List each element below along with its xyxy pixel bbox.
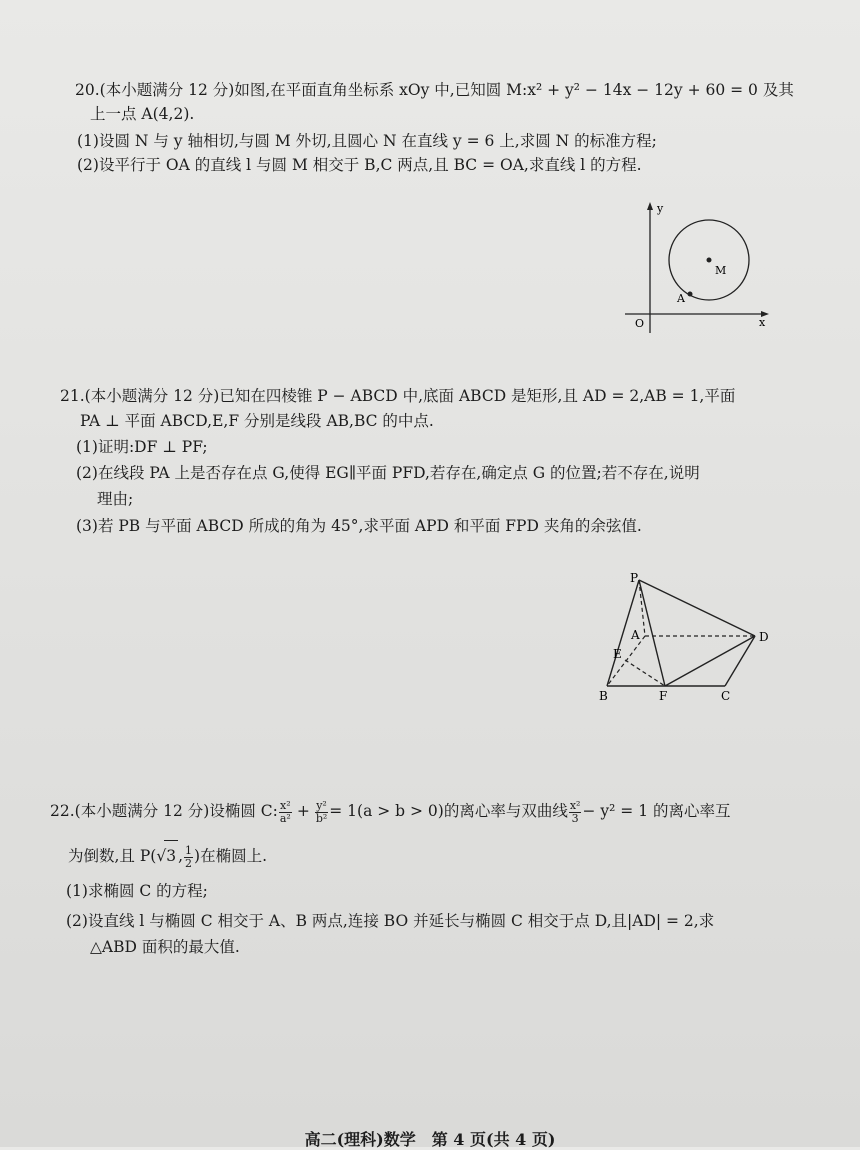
q22-l2-text-a: 为倒数,且 P( bbox=[68, 847, 157, 865]
q20-sub2: (2)设平行于 OA 的直线 l 与圆 M 相交于 B,C 两点,且 BC = OA,求直线 l 的方程. bbox=[77, 156, 642, 174]
q22-line2 bbox=[68, 840, 267, 871]
q21-pyramid-figure bbox=[595, 568, 795, 703]
q20-fig-y-label: y bbox=[657, 202, 664, 215]
q21-line2: PA ⊥ 平面 ABCD,E,F 分别是线段 AB,BC 的中点. bbox=[80, 412, 434, 430]
q22-sub2: (2)设直线 l 与椭圆 C 相交于 A、B 两点,连接 BO 并延长与椭圆 C 相交于点 D,且|AD| = 2,求 bbox=[66, 912, 715, 930]
q21-line1: 21.(本小题满分 12 分)已知在四棱锥 P − ABCD 中,底面 ABCD 是矩形,且 AD = 2,AB = 1,平面 bbox=[60, 387, 736, 405]
q22-l1-text-c: − y² = 1 的离心率互 bbox=[582, 802, 731, 820]
q22-l1-text-b: = 1(a > b > 0)的离心率与双曲线 bbox=[329, 802, 568, 820]
q22-sub2b: △ABD 面积的最大值. bbox=[90, 938, 240, 956]
q22-frac-x2-a2: $\frac{\text{x²}}{\text{a²}}$ bbox=[279, 798, 291, 825]
q22-sub1: (1)求椭圆 C 的方程; bbox=[66, 882, 208, 900]
q21-sub2b: 理由; bbox=[97, 490, 134, 508]
q21-fig-p: P bbox=[630, 571, 639, 585]
page-footer: 高二(理科)数学 第 4 页(共 4 页) bbox=[304, 1130, 556, 1149]
q20-fig-a-label: A bbox=[677, 292, 685, 305]
q20-coordinate-figure bbox=[615, 198, 775, 338]
q20-fig-x-label: x bbox=[759, 316, 766, 329]
q21-sub3: (3)若 PB 与平面 ABCD 所成的角为 45°,求平面 APD 和平面 FPD 夹角的余弦值. bbox=[76, 517, 642, 535]
q22-frac-x2-3: $\frac{\text{x²}}{3}$ bbox=[569, 798, 581, 825]
q21-fig-c: C bbox=[721, 689, 731, 703]
q21-fig-a: A bbox=[631, 628, 640, 642]
q21-fig-f: F bbox=[659, 689, 668, 703]
q20-fig-origin-label: O bbox=[635, 317, 645, 330]
q22-frac-half: $\frac{1}{2}$ bbox=[185, 843, 193, 870]
q21-sub2: (2)在线段 PA 上是否存在点 G,使得 EG∥平面 PFD,若存在,确定点 G 的位置;若不存在,说明 bbox=[76, 464, 700, 482]
sqrt-symbol: √ bbox=[156, 847, 167, 865]
q21-fig-b: B bbox=[599, 689, 608, 703]
q21-fig-e: E bbox=[613, 647, 622, 661]
q22-l1-text-a: 22.(本小题满分 12 分)设椭圆 C: bbox=[50, 802, 278, 820]
q22-l1-plus: + bbox=[296, 802, 310, 820]
q20-fig-m-label: M bbox=[715, 264, 727, 277]
q21-sub1: (1)证明:DF ⊥ PF; bbox=[76, 438, 208, 456]
q22-sqrt-3: 3 bbox=[164, 840, 178, 871]
q22-l2-comma: , bbox=[178, 847, 184, 865]
q20-sub1: (1)设圆 N 与 y 轴相切,与圆 M 外切,且圆心 N 在直线 y = 6 上,求圆 N 的标准方程; bbox=[77, 132, 657, 150]
q22-line1 bbox=[50, 796, 730, 826]
q20-line2: 上一点 A(4,2). bbox=[90, 105, 195, 123]
q20-line1: 20.(本小题满分 12 分)如图,在平面直角坐标系 xOy 中,已知圆 M:x² + y² − 14x − 12y + 60 = 0 及其 bbox=[75, 81, 794, 99]
q22-frac-y2-b2: $\frac{\text{y²}}{\text{b²}}$ bbox=[315, 798, 328, 825]
q22-l2-text-b: )在椭圆上. bbox=[194, 847, 268, 865]
q21-fig-d: D bbox=[759, 630, 769, 644]
